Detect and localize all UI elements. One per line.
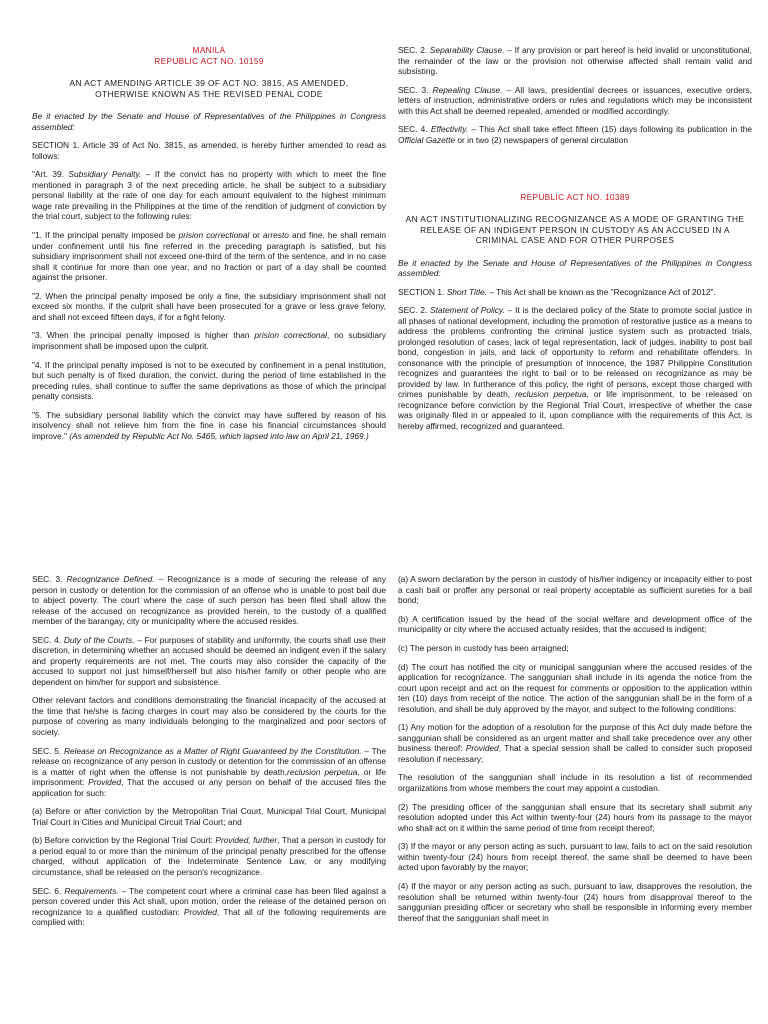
sec-5-release: SEC. 5. Release on Recognizance as a Matter of Right Guaranteed by the Constitution. – The release on recognizance of any person in custody or detention for the commission of an offense is a matter of right when the offense is not punishable by death,reclusion perpetua, or life imprisonment: Provided, That the accused or any person on behalf of the accused files the application for such:: [32, 745, 386, 798]
condition-2: (2) The presiding officer of the sanggunian shall ensure that its secretary shall submit any resolution adopted under this Act within twenty-four (24) hours from its passage to the mayor who shall act on it within the same period of time from receipt thereof;: [398, 801, 752, 833]
page2-left-column: [32, 574, 386, 936]
act-heading: AN ACT AMENDING ARTICLE 39 OF ACT NO. 3815, AS AMENDED, OTHERWISE KNOWN AS THE REVISED PENAL CODE: [69, 78, 349, 99]
requirement-b: (b) A certification issued by the head of the social welfare and development office of the municipality or city where the accused actually resides, that the accused is indigent;: [398, 613, 752, 635]
rule-1: "1. If the principal penalty imposed be prision correctional or arresto and fine, he shall remain under confinement until his fine referred in the preceding paragraph is satisfied, but his subsidiary imprisonment shall not exceed one-third of the term of the sentence, and in no case shall it continue for more than one year, and no fraction or part of a day shall be counted against the prisoner.: [32, 230, 386, 283]
act2-section-1: SECTION 1. Short Title. – This Act shall be known as the "Recognizance Act of 2012".: [398, 286, 716, 297]
document-page-2: [0, 554, 768, 1024]
sec-2-separability: SEC. 2. Separability Clause. – If any provision or part hereof is held invalid or unconstitutional, the remainder of the law or the provision not otherwise affected shall remain valid and subsisting.: [398, 45, 752, 76]
requirement-c: (c) The person in custody has been arraigned;: [398, 642, 569, 653]
act2-title: REPUBLIC ACT NO. 10389: [520, 191, 630, 202]
page1-right-column: [398, 45, 752, 440]
act2-heading: AN ACT INSTITUTIONALIZING RECOGNIZANCE AS A MODE OF GRANTING THE RELEASE OF AN INDIGENT PERSON IN CUSTODY AS AN ACCUSED IN A CRIMINAL CASE AND FOR OTHER PURPOSES: [405, 214, 745, 246]
rule-5: "5. The subsidiary personal liability which the convict may have suffered by reason of his insolvency shall not relieve him from the fine in case his financial circumstances should improve." (As amended by Republic Act No. 5465, which lapsed into law on April 21, 1969.): [32, 409, 386, 441]
sec-3-repealing: SEC. 3. Repealing Clause. – All laws, presidential decrees or issuances, executive orders, letters of instruction, administrative orders or rules and regulations which may be inconsistent with this Act shall be deemed repealed, amended or modified accordingly.: [398, 84, 752, 116]
page1-left-column: [32, 45, 386, 450]
enacting-clause: Be it enacted by the Senate and House of Representatives of the Philippines in Congress assembled:: [32, 111, 386, 132]
page-gap: [0, 512, 768, 554]
sec-5-item-b: (b) Before conviction by the Regional Trial Court: Provided, further, That a person in custody for a period equal to or more than the minimum of the principal penalty prescribed for the offense charged, without application of the Indeterminate Sentence Law, or any modifying circumstance, shall be released on the person's recognizance.: [32, 835, 386, 877]
requirement-a: (a) A sworn declaration by the person in custody of his/her indigency or incapacity either to post a cash bail or proffer any personal or real property acceptable as sufficient sureties for a bail bond;: [398, 574, 752, 605]
rule-4: "4. If the principal penalty imposed is not to be executed by confinement in a penal institution, but such penalty is of fixed duration, the convict, during the period of time established in the preceding rules, shall continue to suffer the same deprivations as those of which the principal penalty consists.: [32, 359, 386, 402]
sec-4-effectivity: SEC. 4. Effectivity. – This Act shall take effect fifteen (15) days following its publication in the Official Gazette or in two (2) newspapers of general circulation: [398, 124, 752, 145]
page2-right-column: [398, 574, 752, 931]
act2-section-2: SEC. 2. Statement of Policy. – It is the declared policy of the State to promote social justice in all phases of national development, including the promotion of restorative justice as a means to address the problems confronting the criminal justice system such as protracted trials, prolonged resolution of cases, lack of legal representation, lack of judges, inability to post bail bond, congestion in jails, and lack of opportunity to reform and rehabilitate offenders. In consonance with the principle of presumption of innocence, the 1987 Philippine Constitution recognizes and guarantees the right to bail or to be released on recognizance as may be provided by law. In furtherance of this policy, the right of persons, except those charged with crimes punishable by death, reclusion perpetua, or life imprisonment, to be released on recognizance before conviction by the Regional Trial Court, irrespective of whether the case was originally filed in or appealed to it, upon compliance with the requirements of this Act, is hereby affirmed, recognized and guaranteed.: [398, 305, 753, 431]
section-1: SECTION 1. Article 39 of Act No. 3815, as amended, is hereby further amended to read as follows:: [32, 140, 386, 161]
condition-4: (4) If the mayor or any person acting as such, pursuant to law, disapproves the resolution, the resolution shall be returned within twenty-four (24) hours from disapproval thereof to the sanggunian presiding officer or secretary who shall be responsible in informing every member thereof that the sanggunian shall meet in: [398, 881, 752, 923]
condition-3: (3) If the mayor or any person acting as such, pursuant to law, fails to act on the said resolution within twenty-four (24) hours from receipt thereof, the same shall be deemed to have been acted upon favorably by the mayor;: [398, 841, 752, 873]
resolution-paragraph: The resolution of the sanggunian shall include in its resolution a list of recommended organizations from whose members the court may appoint a custodian.: [398, 772, 752, 793]
article-39: "Art. 39. Subsidiary Penalty. – If the convict has no property with which to meet the fine mentioned in paragraph 3 of the next preceding article, he shall be subject to a subsidiary personal liability at the rate of one day for each amount equivalent to the highest minimum wage rate prevailing in the Philippines at the time of the rendition of judgment of conviction by the trial court, subject to the following rules:: [32, 169, 386, 222]
act-title: REPUBLIC ACT NO. 10159: [154, 55, 264, 66]
sec-4-paragraph-2: Other relevant factors and conditions demonstrating the financial incapacity of the accused at the time that he/she is facing charges in court may also be considered by the courts for the purpose of covering as many individuals belonging to the marginalized and poor sectors of society.: [32, 695, 386, 737]
sec-6-requirements: SEC. 6. Requirements. – The competent court where a criminal case has been filed against a person covered under this Act shall, upon motion, order the release of the detained person on recognizance to a qualified custodian: Provided, That all of the following requirements are complied with:: [32, 885, 387, 928]
sec-4-duty: SEC. 4. Duty of the Courts. – For purposes of stability and uniformity, the courts shall use their discretion, in determining whether an accused should be deemed an indigent even if the salary and property requirements are not met. The courts may also consider the capacity of the accused to support not just himself/herself but also his/her family or other people who are dependent on him/her for support and subsistence.: [32, 634, 387, 687]
sec-3-recognizance: SEC. 3. Recognizance Defined. – Recognizance is a mode of securing the release of any person in custody or detention for the commission of an offense who is unable to post bail due to abject poverty. The court where the case of such person has been filed shall allow the release of the accused on recognizance as provided herein, to the custody of a qualified member of the barangay, city or municipality where the accused resides.: [32, 574, 386, 626]
sec-5-item-a: (a) Before or after conviction by the Metropolitan Trial Court, Municipal Trial Court, Municipal Trial Court in Cities and Municipal Circuit Trial Court; and: [32, 806, 386, 827]
act2-enacting-clause: Be it enacted by the Senate and House of Representatives of the Philippines in Congress assembled:: [398, 257, 752, 279]
rule-2: "2. When the principal penalty imposed be only a fine, the subsidiary imprisonment shall not exceed six months, if the culprit shall have been prosecuted for a grave or less grave felony, and shall not exceed fifteen days, if for a fight felony.: [32, 290, 386, 322]
city-heading: MANILA: [192, 45, 226, 55]
requirement-d: (d) The court has notified the city or municipal sanggunian where the accused resides of the application for recognizance. The sanggunian shall include in its agenda the notice from the court upon receipt and act on the request for comments or opposition to the application within ten (10) days from receipt of the notice. The action of the sanggunian shall be in the form of a resolution, and shall be duly approved by the mayor, and subject to the following conditions:: [398, 661, 752, 714]
condition-1: (1) Any motion for the adoption of a resolution for the purpose of this Act duly made before the sanggunian shall be considered as an urgent matter and shall take precedence over any other business thereof: Provided, That a special session shall be called to consider such proposed resolution if necessary;: [398, 722, 752, 764]
rule-3: "3. When the principal penalty imposed is higher than prision correctional, no subsidiary imprisonment shall be imposed upon the culprit.: [32, 330, 386, 351]
